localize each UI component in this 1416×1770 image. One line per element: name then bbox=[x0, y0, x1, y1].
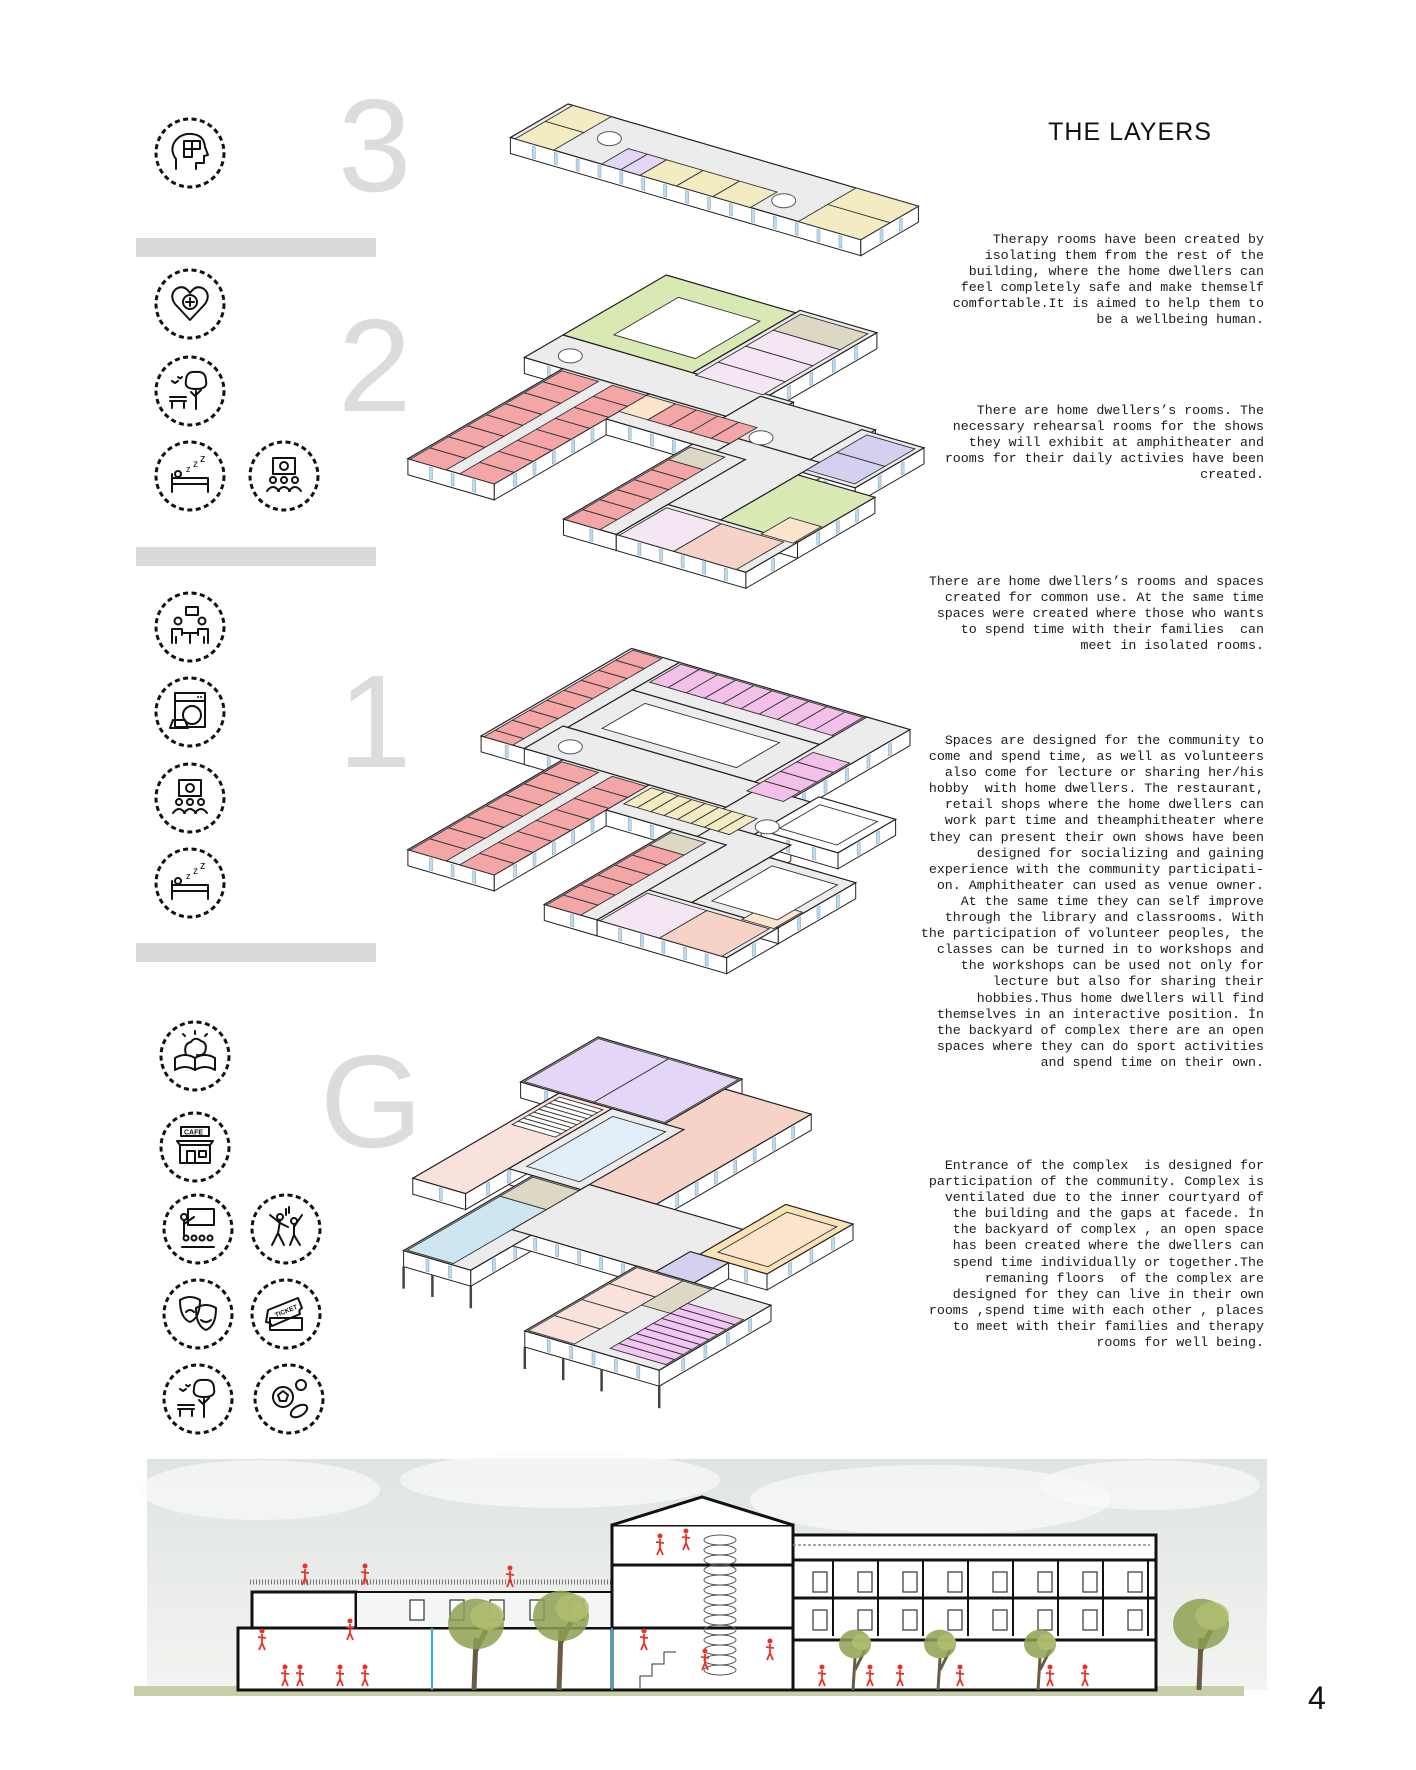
floor-2-plan bbox=[408, 275, 924, 588]
window bbox=[889, 743, 892, 757]
dashed-circle-frame bbox=[156, 357, 224, 425]
park-bench-tree-icon bbox=[156, 357, 224, 425]
window bbox=[591, 819, 594, 833]
window bbox=[451, 864, 454, 877]
description-line: work part time and theamphitheater where bbox=[944, 813, 1264, 829]
window bbox=[708, 197, 711, 210]
window bbox=[642, 178, 645, 191]
description-line: experience with the community participati- bbox=[928, 861, 1264, 877]
window bbox=[430, 467, 433, 480]
person-head bbox=[868, 1665, 873, 1670]
window bbox=[1038, 1610, 1052, 1630]
window bbox=[726, 1332, 729, 1346]
stair-core-circle bbox=[597, 132, 621, 146]
stair-hall bbox=[612, 1525, 793, 1690]
window bbox=[1083, 1610, 1097, 1630]
window bbox=[533, 462, 536, 476]
window bbox=[514, 1246, 517, 1260]
window bbox=[628, 818, 631, 831]
window bbox=[724, 568, 727, 581]
person-head bbox=[1083, 1665, 1088, 1670]
window bbox=[1128, 1572, 1142, 1592]
window bbox=[878, 475, 881, 489]
window bbox=[1038, 1572, 1052, 1592]
window bbox=[660, 549, 663, 562]
level-number-2: 2 bbox=[338, 292, 412, 439]
page-number: 4 bbox=[1308, 1680, 1326, 1716]
tree-canopy bbox=[1195, 1602, 1229, 1630]
window bbox=[681, 555, 684, 568]
window bbox=[426, 1259, 429, 1272]
window bbox=[751, 210, 754, 223]
cloud bbox=[140, 1460, 380, 1520]
description-line: created for common use. At the same time bbox=[944, 590, 1264, 606]
svg-text:z: z bbox=[193, 459, 198, 470]
window bbox=[993, 1610, 1007, 1630]
window bbox=[614, 1359, 617, 1372]
description-line: building, where the home dwellers can bbox=[968, 264, 1264, 280]
person-head bbox=[958, 1665, 963, 1670]
window bbox=[880, 229, 883, 243]
person-head bbox=[820, 1665, 825, 1670]
window bbox=[592, 1353, 595, 1366]
person-head bbox=[768, 1639, 773, 1644]
description-line: There are home dwellers’s rooms and spaces bbox=[928, 574, 1264, 589]
tree-canopy bbox=[555, 1594, 589, 1622]
window bbox=[810, 1250, 813, 1264]
window bbox=[571, 914, 574, 927]
window bbox=[903, 1610, 917, 1630]
window bbox=[505, 745, 508, 758]
window bbox=[473, 480, 476, 493]
window bbox=[773, 1137, 776, 1151]
window bbox=[792, 1126, 795, 1140]
stair-core-circle bbox=[755, 820, 779, 834]
window bbox=[858, 1610, 872, 1630]
person-head bbox=[298, 1665, 303, 1670]
window bbox=[948, 1610, 962, 1630]
svg-text:z: z bbox=[186, 464, 191, 474]
dashed-circle-frame bbox=[156, 849, 224, 917]
dashed-circle-frame bbox=[161, 1113, 229, 1181]
window bbox=[430, 858, 433, 871]
window bbox=[857, 842, 860, 856]
description-line: feel completely safe and make themself bbox=[960, 280, 1264, 296]
person-head bbox=[348, 1619, 353, 1624]
description-line: to meet with their families and therapy bbox=[952, 1318, 1264, 1334]
window bbox=[901, 462, 904, 476]
sports-balls-icon bbox=[255, 1365, 323, 1433]
window bbox=[638, 543, 641, 556]
dashed-circle-frame bbox=[164, 1195, 232, 1263]
stair-core-circle bbox=[558, 349, 582, 363]
tree-canopy bbox=[852, 1634, 871, 1650]
dashed-circle-frame bbox=[156, 119, 224, 187]
svg-text:CAFE: CAFE bbox=[184, 1129, 204, 1137]
icon-column bbox=[156, 119, 323, 1433]
description-line: retail shops where the home dwellers can bbox=[944, 797, 1264, 813]
person-head bbox=[658, 1534, 663, 1539]
window bbox=[795, 223, 798, 236]
description-line: remaning floors of the complex are bbox=[984, 1270, 1264, 1286]
window bbox=[650, 825, 653, 838]
description-line: classes can be turned in to workshops and bbox=[936, 942, 1264, 958]
description-line: through the library and classrooms. With bbox=[944, 910, 1264, 926]
description-line: rooms for their daily activies have been bbox=[944, 451, 1264, 467]
svg-text:z: z bbox=[186, 871, 191, 881]
residential-block bbox=[793, 1535, 1156, 1690]
description-line: hobby with home dwellers. The restaurant, bbox=[928, 781, 1264, 797]
window bbox=[532, 146, 535, 159]
window bbox=[993, 1572, 1007, 1592]
library-book-brain-icon bbox=[161, 1022, 229, 1090]
person-head bbox=[898, 1665, 903, 1670]
level-number-3: 3 bbox=[338, 72, 412, 219]
description-line: hobbies.Thus home dwellers will find bbox=[976, 990, 1264, 1006]
svg-text:TICKET: TICKET bbox=[274, 1303, 299, 1320]
svg-text:z: z bbox=[200, 860, 206, 872]
level-number-1: 1 bbox=[338, 648, 412, 795]
window bbox=[703, 562, 706, 575]
window bbox=[867, 755, 870, 769]
description-line: Therapy rooms have been created by bbox=[992, 232, 1264, 247]
tree-canopy bbox=[1037, 1634, 1056, 1650]
tree-canopy bbox=[937, 1634, 956, 1650]
window bbox=[448, 1266, 451, 1279]
window bbox=[753, 1148, 756, 1162]
window bbox=[789, 1262, 792, 1276]
window bbox=[662, 941, 665, 954]
window bbox=[788, 385, 791, 399]
description-line: themselves in an interactive position. İn bbox=[936, 1006, 1264, 1022]
window bbox=[753, 943, 756, 957]
description-line: they can present their own shows have been bbox=[928, 829, 1264, 845]
window bbox=[686, 191, 689, 204]
window bbox=[832, 1237, 835, 1251]
window bbox=[410, 1600, 424, 1620]
window bbox=[817, 906, 820, 920]
description-line: created. bbox=[1200, 467, 1264, 483]
classroom-teaching-icon bbox=[164, 1195, 232, 1263]
window bbox=[856, 509, 859, 523]
dashed-circle-frame bbox=[156, 442, 224, 510]
person-head bbox=[260, 1629, 265, 1634]
window bbox=[749, 1319, 752, 1333]
window bbox=[676, 1193, 679, 1207]
window bbox=[570, 1346, 573, 1359]
description-line: the participation of volunteer peoples, the bbox=[920, 926, 1264, 942]
window bbox=[507, 1170, 510, 1184]
window bbox=[514, 864, 517, 878]
page-title: THE LAYERS bbox=[1048, 118, 1212, 146]
window bbox=[650, 434, 653, 447]
window bbox=[619, 928, 622, 941]
description-line: participation of the community. Complex is bbox=[928, 1174, 1264, 1190]
description-line: spaces where they can do sport activities bbox=[936, 1038, 1264, 1054]
window bbox=[682, 1358, 685, 1372]
person-head bbox=[283, 1665, 288, 1670]
window bbox=[899, 218, 902, 232]
window bbox=[705, 953, 708, 966]
svg-text:z: z bbox=[193, 866, 198, 877]
window bbox=[576, 159, 579, 172]
dance-icon bbox=[252, 1195, 320, 1263]
window bbox=[600, 1257, 603, 1270]
description-line: comfortable.It is aimed to help them to bbox=[952, 296, 1264, 312]
window bbox=[628, 427, 631, 440]
window bbox=[729, 203, 732, 216]
window bbox=[620, 171, 623, 184]
window bbox=[810, 372, 813, 386]
description-line: rooms for well being. bbox=[1096, 1335, 1264, 1351]
window bbox=[876, 831, 879, 845]
person-head bbox=[1048, 1665, 1053, 1670]
window bbox=[547, 1340, 550, 1353]
window bbox=[734, 1160, 737, 1174]
cafe-icon bbox=[161, 1113, 229, 1181]
description-line: designed for they can live in their own bbox=[952, 1286, 1264, 1302]
window bbox=[948, 1572, 962, 1592]
person-head bbox=[338, 1665, 343, 1670]
window bbox=[824, 780, 827, 794]
window bbox=[552, 451, 555, 465]
description-line: be a wellbeing human. bbox=[1096, 312, 1264, 328]
window bbox=[772, 558, 775, 572]
description-line: also come for lecture or sharing her/his bbox=[944, 765, 1264, 781]
window bbox=[637, 1366, 640, 1379]
presentation-audience-icon bbox=[156, 764, 224, 832]
first-floor-left bbox=[252, 1592, 356, 1628]
theater-masks-icon bbox=[164, 1280, 232, 1348]
dashed-circle-frame bbox=[156, 593, 224, 661]
therapy-head-puzzle-icon bbox=[156, 119, 224, 187]
tree-canopy bbox=[470, 1602, 504, 1630]
description-line: Entrance of the complex is designed for bbox=[944, 1158, 1264, 1173]
window bbox=[572, 439, 575, 453]
window bbox=[534, 1238, 537, 1251]
ticket-icon bbox=[252, 1280, 320, 1348]
description-line: they will exhibit at amphitheater and bbox=[968, 435, 1264, 451]
window bbox=[591, 428, 594, 442]
window bbox=[745, 1270, 748, 1283]
building-section bbox=[134, 1452, 1267, 1696]
window bbox=[598, 165, 601, 178]
person-head bbox=[684, 1529, 689, 1534]
stair-core-circle bbox=[772, 194, 796, 208]
window bbox=[640, 935, 643, 948]
window bbox=[572, 830, 575, 844]
window bbox=[903, 1572, 917, 1592]
svg-text:z: z bbox=[200, 453, 206, 465]
description-line: the backyard of complex , an open space bbox=[952, 1222, 1264, 1238]
level-number-g: G bbox=[320, 1028, 423, 1175]
floor-1-plan bbox=[408, 648, 910, 973]
window bbox=[832, 359, 835, 373]
description-line: designed for socializing and gaining bbox=[976, 845, 1264, 861]
window bbox=[1128, 1610, 1142, 1630]
health-heart-icon bbox=[156, 270, 224, 338]
exploded-axonometric bbox=[404, 104, 924, 1408]
description-line: meet in isolated rooms. bbox=[1080, 638, 1264, 654]
presentation-audience-icon bbox=[250, 442, 318, 510]
laundry-washing-machine-icon bbox=[156, 678, 224, 746]
window bbox=[578, 1251, 581, 1264]
description-line: has been created where the dwellers can bbox=[952, 1238, 1264, 1254]
description-line: isolating them from the rest of the bbox=[984, 248, 1264, 264]
window bbox=[695, 1182, 698, 1196]
description-line: come and spend time, as well as volunteers bbox=[928, 749, 1264, 765]
description-line: lecture but also for sharing their bbox=[992, 974, 1264, 990]
bedroom-sleep-icon bbox=[156, 442, 224, 510]
person-head bbox=[703, 1649, 708, 1654]
window bbox=[451, 473, 454, 486]
window bbox=[704, 1345, 707, 1359]
dashed-circle-frame bbox=[255, 1365, 323, 1433]
window bbox=[552, 842, 555, 856]
cloud bbox=[400, 1452, 720, 1508]
window bbox=[439, 1188, 442, 1201]
bedroom-sleep-icon bbox=[156, 849, 224, 917]
window bbox=[556, 1244, 559, 1257]
window bbox=[813, 1572, 827, 1592]
window bbox=[1083, 1572, 1097, 1592]
window bbox=[836, 520, 839, 534]
window bbox=[839, 235, 842, 248]
description-line: the backyard of complex there are an open bbox=[936, 1022, 1264, 1038]
description-line: to spend time with their families can bbox=[960, 622, 1264, 638]
description-line: Spaces are designed for the community to bbox=[944, 733, 1264, 748]
person-head bbox=[363, 1564, 368, 1569]
window bbox=[664, 184, 667, 197]
stair-core-circle bbox=[558, 740, 582, 754]
dashed-circle-frame bbox=[252, 1195, 320, 1263]
description-line: spend time individually or together.The bbox=[952, 1254, 1264, 1270]
window bbox=[492, 1258, 495, 1272]
description-line: rooms ,spend time with each other , places bbox=[928, 1302, 1264, 1318]
floor-3-plan bbox=[510, 104, 918, 256]
window bbox=[813, 1610, 827, 1630]
floor-g-plan bbox=[404, 1037, 853, 1408]
description-line: on. Amphitheater can used as venue owner. bbox=[936, 877, 1264, 893]
dashed-circle-frame bbox=[164, 1365, 232, 1433]
cloud bbox=[1040, 1460, 1260, 1510]
window bbox=[817, 229, 820, 242]
window bbox=[798, 917, 801, 931]
window bbox=[817, 532, 820, 546]
window bbox=[858, 1572, 872, 1592]
window bbox=[554, 152, 557, 165]
window bbox=[514, 473, 517, 487]
description-line: necessary rehearsal rooms for the shows bbox=[952, 419, 1264, 435]
window bbox=[714, 1171, 717, 1185]
window bbox=[684, 947, 687, 960]
window bbox=[846, 768, 849, 782]
person-head bbox=[642, 1629, 647, 1634]
window bbox=[812, 847, 815, 860]
description-line: and spend time on their own. bbox=[1040, 1054, 1264, 1070]
window bbox=[836, 894, 839, 908]
dashed-circle-frame bbox=[156, 678, 224, 746]
description-line: spaces were created where those who wants bbox=[936, 606, 1264, 622]
stair-core-circle bbox=[749, 431, 773, 445]
window bbox=[473, 871, 476, 884]
person-head bbox=[363, 1665, 368, 1670]
person-head bbox=[303, 1564, 308, 1569]
window bbox=[672, 440, 675, 453]
park-bench-tree-icon bbox=[164, 1365, 232, 1433]
description-line: There are home dwellers’s rooms. The bbox=[976, 403, 1264, 418]
window bbox=[590, 529, 593, 542]
window bbox=[533, 853, 536, 867]
description-line: At the same time they can self improve bbox=[960, 893, 1264, 909]
window bbox=[855, 346, 858, 360]
window bbox=[773, 216, 776, 229]
description-line: the workshops can be used not only for bbox=[960, 958, 1264, 974]
description-line: ventilated due to the inner courtyard of bbox=[944, 1190, 1264, 1206]
meeting-conversation-icon bbox=[156, 593, 224, 661]
window bbox=[487, 1182, 490, 1196]
description-line: the building and the gaps at facede. İn bbox=[952, 1206, 1264, 1222]
person-head bbox=[508, 1566, 513, 1571]
